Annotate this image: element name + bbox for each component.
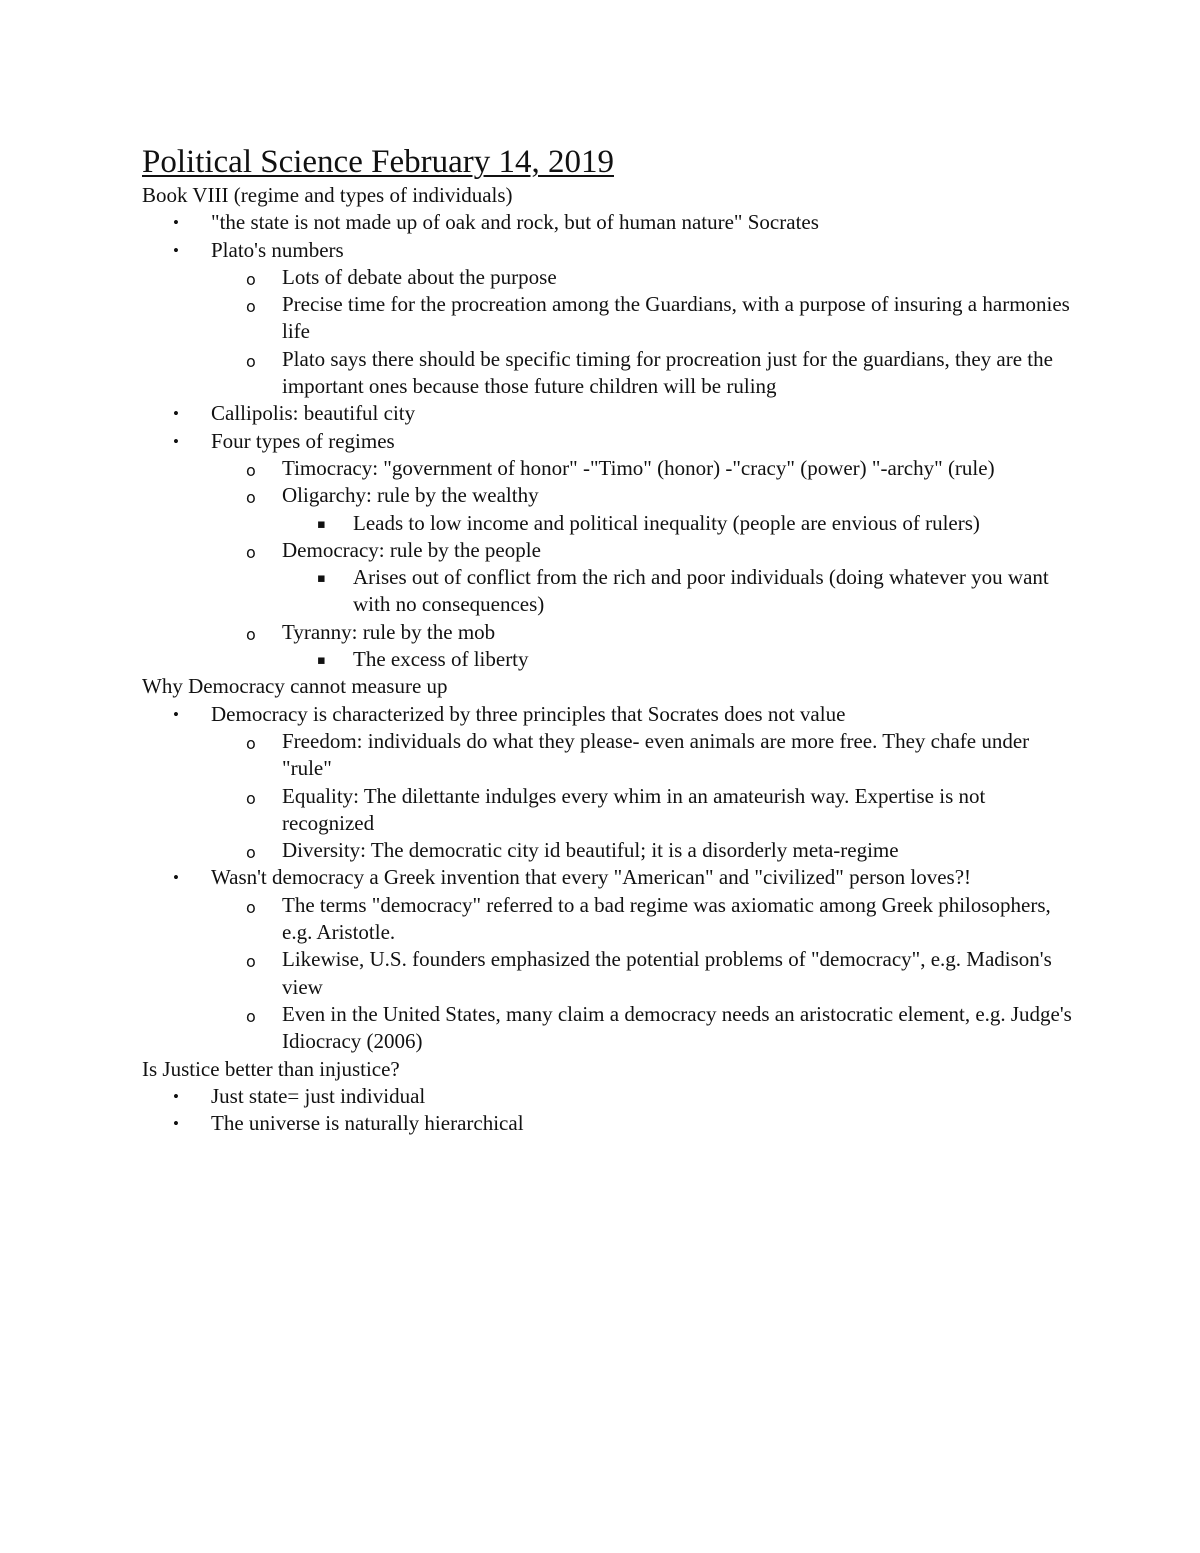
notes-outline bbox=[142, 182, 1072, 1137]
list-item-text: Plato says there should be specific timing for procreation just for the guardians, they are the important ones because those future children will be ruling bbox=[282, 346, 1053, 399]
document-body bbox=[142, 142, 1072, 1137]
list-item-text: Leads to low income and political inequality (people are envious of rulers) bbox=[353, 510, 980, 535]
list-item-text: Just state= just individual bbox=[211, 1083, 426, 1108]
list-item-text: "the state is not made up of oak and rock, but of human nature" Socrates bbox=[211, 210, 819, 235]
list-item-text: Even in the United States, many claim a democracy needs an aristocratic element, e.g. Judge's Idiocracy (2006) bbox=[282, 1001, 1072, 1054]
list-item bbox=[142, 291, 1072, 346]
bullet-marker-icon: • bbox=[173, 868, 179, 888]
list-item bbox=[142, 1110, 1072, 1137]
list-item-text: Democracy: rule by the people bbox=[282, 537, 541, 562]
list-item bbox=[142, 701, 1072, 728]
bullet-list bbox=[142, 1083, 1072, 1138]
bullet-marker-icon: • bbox=[173, 404, 179, 424]
list-item-text: Plato's numbers bbox=[211, 237, 344, 262]
bullet-marker-icon: o bbox=[246, 897, 256, 917]
list-item bbox=[142, 428, 1072, 455]
list-item-text: Arises out of conflict from the rich and poor individuals (doing whatever you want with no consequences) bbox=[353, 565, 1049, 617]
bullet-marker-icon: o bbox=[246, 733, 256, 753]
bullet-list bbox=[142, 701, 1072, 1056]
list-item-text: The excess of liberty bbox=[353, 647, 529, 672]
list-item-text: Freedom: individuals do what they please- even animals are more free. They chafe under "rule" bbox=[282, 728, 1030, 781]
list-item bbox=[142, 482, 1072, 509]
list-item-text: Tyranny: rule by the mob bbox=[282, 619, 496, 644]
list-item-text: The terms "democracy" referred to a bad regime was axiomatic among Greek philosophers, e.g. Aristotle. bbox=[282, 892, 1051, 945]
list-item bbox=[142, 264, 1072, 291]
list-item-text: Timocracy: "government of honor" -"Timo" (honor) -"cracy" (power) "-archy" (rule) bbox=[282, 455, 995, 480]
document-title: Political Science February 14, 2019 bbox=[142, 144, 614, 180]
list-item bbox=[142, 400, 1072, 427]
list-item bbox=[142, 346, 1072, 401]
bullet-marker-icon: o bbox=[246, 488, 256, 508]
list-item bbox=[142, 1083, 1072, 1110]
list-item bbox=[142, 1001, 1072, 1056]
bullet-marker-icon: o bbox=[246, 542, 256, 562]
list-item-text: Four types of regimes bbox=[211, 428, 395, 453]
bullet-marker-icon: • bbox=[173, 431, 179, 451]
list-item-text: Wasn't democracy a Greek invention that every "American" and "civilized" person loves?! bbox=[211, 865, 972, 890]
list-item bbox=[142, 837, 1072, 864]
bullet-marker-icon: ▪ bbox=[317, 516, 326, 532]
list-item bbox=[142, 537, 1072, 564]
list-item bbox=[142, 455, 1072, 482]
list-item-text: Equality: The dilettante indulges every whim in an amateurish way. Expertise is not recognized bbox=[282, 783, 986, 835]
list-item bbox=[142, 510, 1072, 537]
list-item-text: Callipolis: beautiful city bbox=[211, 401, 416, 426]
bullet-marker-icon: o bbox=[246, 788, 256, 808]
list-item bbox=[142, 864, 1072, 891]
list-item-text: The universe is naturally hierarchical bbox=[211, 1111, 524, 1136]
list-item bbox=[142, 619, 1072, 646]
bullet-marker-icon: o bbox=[246, 297, 256, 317]
bullet-marker-icon: • bbox=[173, 1114, 179, 1134]
bullet-marker-icon: o bbox=[246, 460, 256, 480]
bullet-list bbox=[142, 209, 1072, 673]
list-item-text: Precise time for the procreation among the Guardians, with a purpose of insuring a harmonies life bbox=[282, 292, 1070, 344]
bullet-marker-icon: o bbox=[246, 269, 256, 289]
bullet-marker-icon: o bbox=[246, 952, 256, 972]
list-item bbox=[142, 892, 1072, 947]
list-item-text: Oligarchy: rule by the wealthy bbox=[282, 483, 539, 508]
bullet-marker-icon: ▪ bbox=[317, 653, 326, 669]
bullet-marker-icon: • bbox=[173, 1086, 179, 1106]
list-item bbox=[142, 209, 1072, 236]
list-item-text: Lots of debate about the purpose bbox=[282, 264, 557, 289]
section-heading: Is Justice better than injustice? bbox=[142, 1056, 400, 1081]
section-heading: Book VIII (regime and types of individuals) bbox=[142, 183, 513, 207]
list-item bbox=[142, 564, 1072, 619]
list-item-text: Diversity: The democratic city id beautiful; it is a disorderly meta-regime bbox=[282, 838, 899, 863]
bullet-marker-icon: o bbox=[246, 624, 256, 644]
bullet-marker-icon: o bbox=[246, 1006, 256, 1026]
bullet-marker-icon: • bbox=[173, 240, 179, 260]
bullet-marker-icon: ▪ bbox=[317, 571, 326, 587]
bullet-marker-icon: o bbox=[246, 351, 256, 371]
list-item-text: Likewise, U.S. founders emphasized the potential problems of "democracy", e.g. Madison's view bbox=[282, 947, 1052, 999]
bullet-marker-icon: • bbox=[173, 213, 179, 233]
list-item bbox=[142, 783, 1072, 838]
bullet-marker-icon: o bbox=[246, 843, 256, 863]
list-item-text: Democracy is characterized by three principles that Socrates does not value bbox=[211, 701, 846, 726]
list-item bbox=[142, 946, 1072, 1001]
bullet-marker-icon: • bbox=[173, 704, 179, 724]
list-item bbox=[142, 237, 1072, 264]
list-item bbox=[142, 728, 1072, 783]
list-item bbox=[142, 646, 1072, 673]
section-heading: Why Democracy cannot measure up bbox=[142, 674, 448, 699]
